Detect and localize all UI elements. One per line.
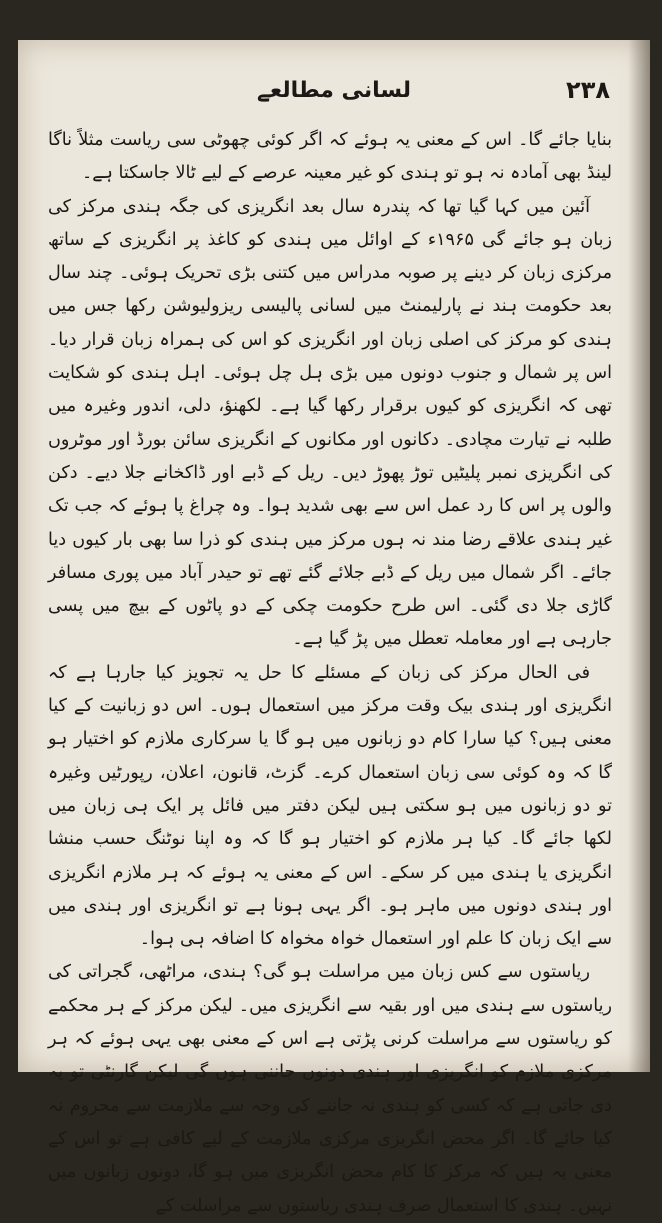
body-text — [48, 124, 612, 1223]
page-number: ۲۳۸ — [566, 76, 610, 104]
page-header — [58, 70, 610, 110]
book-page — [18, 40, 650, 1216]
paragraph-3: فی الحال مرکز کی زبان کے مسئلے کا حل یہ تجویز کیا جارہا ہے کہ انگریزی اور ہندی بیک وقت مرکز میں استعمال ہوں۔ اس دو زبانیت کے کیا معنی ہیں؟ کیا سارا کام دو زبانوں میں ہو گا یا سرکاری ملازم کو اختیار ہو گا کہ وہ کوئی سی زبان استعمال کرے۔ گزٹ، قانون، اعلان، رپورٹیں وغیرہ تو دو زبانوں میں ہو سکتی ہیں لیکن دفتر میں فائل پر ایک ہی زبان میں لکھا جائے گا۔ کیا ہر ملازم کو اختیار ہو گا کہ وہ اپنا نوٹنگ حسب منشا انگریزی یا ہندی میں کر سکے۔ اس کے معنی یہ ہوئے کہ ہر ملازم انگریزی اور ہندی دونوں میں ماہر ہو۔ اگر یہی ہونا ہے تو انگریزی اور ہندی میں سے ایک زبان کا علم اور استعمال خواہ مخواہ کا اضافہ ہی ہوا۔ — [48, 662, 612, 950]
paragraph-2: آئین میں کہا گیا تھا کہ پندرہ سال بعد انگریزی کی جگہ ہندی مرکز کی زبان ہو جائے گی ۱۹۶۵ء کے اوائل میں ہندی کو کاغذ پر انگریزی کے ساتھ مرکزی زبان کر دینے پر صوبہ مدراس میں کتنی بڑی تحریک ہوئی۔ چند سال بعد حکومت ہند نے پارلیمنٹ میں لسانی پالیسی ریزولیوشن رکھا جس میں ہندی کو مرکز کی اصلی زبان اور انگریزی کو اس کی ہمراہ زبان قرار دیا۔ اس پر شمال و جنوب دونوں میں بڑی ہل چل ہوئی۔ اہل ہندی کو شکایت تھی کہ انگریزی کو کیوں برقرار رکھا گیا ہے۔ لکھنؤ، دلی، اندور وغیرہ میں طلبہ نے تیارت مچادی۔ دکانوں اور مکانوں کے انگریزی سائن بورڈ اور موٹروں کی انگریزی نمبر پلیٹیں توڑ پھوڑ دیں۔ ریل کے ڈبے اور ڈاکخانے جلا دیے۔ دکن والوں پر اس کا رد عمل اس سے بھی شدید ہوا۔ وہ چراغ پا ہوئے کہ جب تک غیر ہندی علاقے رضا مند نہ ہوں مرکز میں ہندی کو ذرا سا بھی بار کیوں دیا جائے۔ اگر شمال میں ریل کے ڈبے جلائے گئے تھے تو حیدر آباد میں پوری مسافر گاڑی جلا دی گئی۔ اس طرح حکومت چکی کے دو پاٹوں کے بیچ میں پسی جارہی ہے اور معاملہ تعطل میں پڑ گیا ہے۔ — [48, 196, 612, 650]
paragraph-4: ریاستوں سے کس زبان میں مراسلت ہو گی؟ ہندی، مراٹھی، گجراتی کی ریاستوں سے ہندی میں اور بقیہ سے انگریزی میں۔ لیکن مرکز کے ہر محکمے کو ریاستوں سے مراسلت کرنی پڑتی ہے اس کے معنی بھی یہی ہوئے کہ ہر مرکزی ملازم کو انگریزی اور ہندی دونوں جاننی ہوں گی لیکن گارنٹی تو یہ دی جاتی ہے کہ کسی کو ہندی نہ جاننے کی وجہ سے ملازمت سے محروم نہ کیا جائے گا۔ اگر محض انگریزی مرکزی ملازمت کے لیے کافی ہے تو اس کے معنی یہ ہیں کہ مرکز کا کام محض انگریزی میں ہو گا، دونوں زبانوں میں نہیں۔ ہندی کا استعمال صرف ہندی ریاستوں سے مراسلت کے — [48, 962, 612, 1216]
running-head: لسانی مطالعے — [257, 77, 411, 103]
paragraph-1: بنایا جائے گا۔ اس کے معنی یہ ہوئے کہ اگر کوئی چھوٹی سی ریاست مثلاً ناگا لینڈ بھی آمادہ نہ ہو تو ہندی کو غیر معینہ عرصے کے لیے ٹالا جاسکتا ہے۔ — [48, 130, 612, 184]
